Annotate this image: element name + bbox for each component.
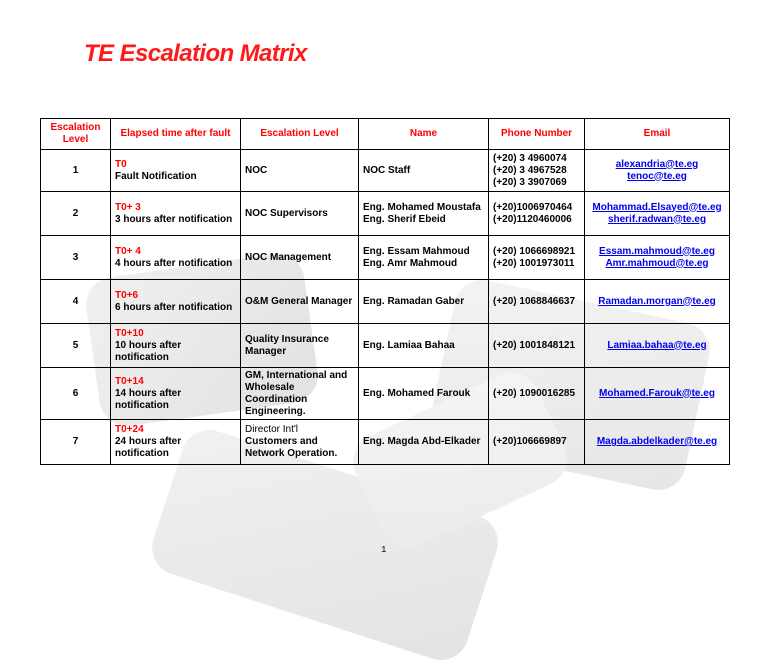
cell-email <box>585 150 730 192</box>
phone-number: (+20) 1068846637 <box>493 295 576 307</box>
cell-escalation <box>241 324 359 368</box>
escalation-title-small: Director Int'l <box>245 424 299 435</box>
email-link[interactable]: Ramadan.morgan@te.eg <box>598 295 716 307</box>
escalation-line: Coordination <box>245 393 308 405</box>
phone-number: (+20) 1066698921 <box>493 245 576 257</box>
contact-name: Eng. Amr Mahmoud <box>363 257 458 269</box>
cell-name <box>359 420 489 465</box>
contact-name: NOC Staff <box>363 164 411 176</box>
cell-email <box>585 280 730 324</box>
time-code: T0+ 4 <box>115 245 141 257</box>
table-row <box>41 192 730 236</box>
page-number: 1 <box>381 545 387 555</box>
cell-phone <box>489 192 585 236</box>
cell-email <box>585 420 730 465</box>
phone-number: (+20) 3 4960074 <box>493 152 567 164</box>
cell-elapsed-time <box>111 192 241 236</box>
email-link[interactable]: Magda.abdelkader@te.eg <box>596 436 718 447</box>
cell-elapsed-time <box>111 368 241 420</box>
cell-level: 3 <box>41 236 111 280</box>
time-description: 6 hours after notification <box>115 301 233 313</box>
cell-phone <box>489 236 585 280</box>
cell-name <box>359 280 489 324</box>
email-link[interactable]: alexandria@te.eg <box>615 158 699 170</box>
email-link[interactable]: Mohammad.Elsayed@te.eg <box>592 201 722 213</box>
contact-name: Eng. Essam Mahmoud <box>363 245 470 257</box>
email-link[interactable]: sherif.radwan@te.eg <box>607 213 707 225</box>
header-elapsed-time: Elapsed time after fault <box>111 119 241 150</box>
table-row <box>41 280 730 324</box>
cell-phone <box>489 368 585 420</box>
email-link[interactable]: Essam.mahmoud@te.eg <box>599 245 715 257</box>
cell-escalation <box>241 150 359 192</box>
header-escalation-level: Escalation Level <box>41 119 111 150</box>
phone-number: (+20)1006970464 <box>493 201 573 213</box>
escalation-line: Customers and <box>245 436 318 447</box>
cell-level: 5 <box>41 324 111 368</box>
page-title: TE Escalation Matrix <box>84 40 307 67</box>
cell-escalation <box>241 368 359 420</box>
table-header-row <box>41 119 730 150</box>
cell-level: 2 <box>41 192 111 236</box>
escalation-line: NOC <box>245 164 268 176</box>
time-code: T0+6 <box>115 289 139 301</box>
cell-email <box>585 368 730 420</box>
header-escalation: Escalation Level <box>241 119 359 150</box>
cell-name <box>359 368 489 420</box>
contact-name: Eng. Lamiaa Bahaa <box>363 339 455 351</box>
header-name: Name <box>359 119 489 150</box>
table-row <box>41 420 730 465</box>
cell-level: 7 <box>41 420 111 465</box>
header-phone: Phone Number <box>489 119 585 150</box>
cell-escalation <box>241 280 359 324</box>
cell-level: 1 <box>41 150 111 192</box>
contact-name: Eng. Mohamed Farouk <box>363 387 471 399</box>
escalation-line: GM, International and <box>245 369 348 381</box>
cell-email <box>585 236 730 280</box>
email-link[interactable]: tenoc@te.eg <box>627 170 687 182</box>
cell-name <box>359 192 489 236</box>
email-link[interactable]: Amr.mahmoud@te.eg <box>605 257 709 269</box>
escalation-line: NOC Management <box>245 251 332 263</box>
contact-name: Eng. Ramadan Gaber <box>363 295 465 307</box>
cell-elapsed-time <box>111 420 241 465</box>
cell-level: 6 <box>41 368 111 420</box>
cell-phone <box>489 150 585 192</box>
table-row <box>41 236 730 280</box>
email-link[interactable]: Lamiaa.bahaa@te.eg <box>607 339 707 351</box>
cell-phone <box>489 420 585 465</box>
header-email: Email <box>585 119 730 150</box>
cell-phone <box>489 324 585 368</box>
phone-number: (+20)106669897 <box>493 436 567 447</box>
contact-name: Eng. Sherif Ebeid <box>363 213 446 225</box>
email-link[interactable]: Mohamed.Farouk@te.eg <box>599 387 715 399</box>
escalation-line: O&M General Manager <box>245 295 353 307</box>
time-code: T0+14 <box>115 375 144 387</box>
time-description: 14 hours after notification <box>115 387 182 411</box>
cell-elapsed-time <box>111 324 241 368</box>
cell-email <box>585 324 730 368</box>
cell-level: 4 <box>41 280 111 324</box>
cell-email <box>585 192 730 236</box>
time-description: 4 hours after notification <box>115 257 233 269</box>
cell-name <box>359 324 489 368</box>
time-description: 3 hours after notification <box>115 213 233 225</box>
cell-elapsed-time <box>111 280 241 324</box>
time-code: T0+ 3 <box>115 201 141 213</box>
time-description: Fault Notification <box>115 170 197 182</box>
escalation-line: Wholesale <box>245 381 295 393</box>
phone-number: (+20) 3 4967528 <box>493 164 567 176</box>
time-code: T0 <box>115 158 127 170</box>
table-row <box>41 324 730 368</box>
escalation-line: NOC Supervisors <box>245 207 328 219</box>
cell-escalation <box>241 192 359 236</box>
phone-number: (+20)1120460006 <box>493 213 572 225</box>
table-row <box>41 150 730 192</box>
phone-number: (+20) 3 3907069 <box>493 176 567 188</box>
contact-name: Eng. Mohamed Moustafa <box>363 201 481 213</box>
escalation-line: Manager <box>245 345 287 357</box>
cell-name <box>359 150 489 192</box>
cell-name <box>359 236 489 280</box>
cell-phone <box>489 280 585 324</box>
cell-elapsed-time <box>111 236 241 280</box>
escalation-table <box>40 118 730 465</box>
phone-number: (+20) 1001848121 <box>493 339 576 351</box>
cell-escalation <box>241 236 359 280</box>
time-code: T0+10 <box>115 327 144 339</box>
escalation-line: Network Operation. <box>245 448 338 459</box>
phone-number: (+20) 1001973011 <box>493 257 575 269</box>
cell-escalation <box>241 420 359 465</box>
escalation-line: Quality Insurance <box>245 333 329 345</box>
phone-number: (+20) 1090016285 <box>493 387 576 399</box>
time-code: T0+24 <box>115 424 144 435</box>
time-description: 10 hours after notification <box>115 339 182 363</box>
escalation-line: Engineering. <box>245 405 306 417</box>
contact-name: Eng. Magda Abd-Elkader <box>363 436 481 447</box>
table-row <box>41 368 730 420</box>
time-description: 24 hours after notification <box>115 436 182 459</box>
cell-elapsed-time <box>111 150 241 192</box>
